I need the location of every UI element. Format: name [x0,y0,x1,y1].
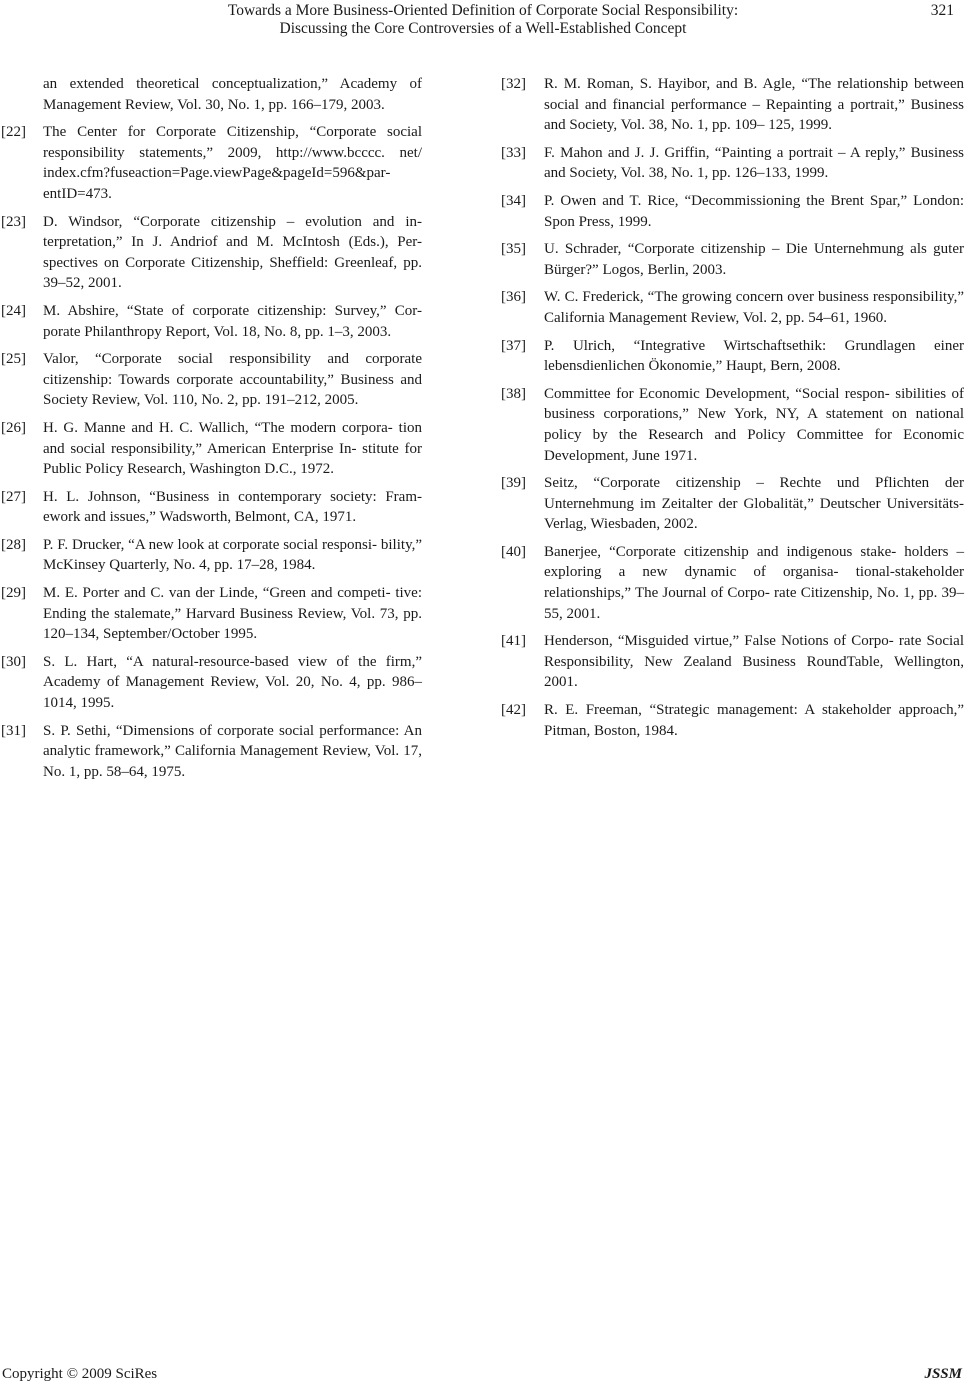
reference-entry [501,700,964,741]
reference-entry [1,212,422,294]
reference-text: Henderson, “Misguided virtue,” False Notions of Corpo- rate Social Responsibility, New Zealand Business RoundTable, Wellington, 2001. [544,633,964,691]
reference-text: M. E. Porter and C. van der Linde, “Green and competi- tive: Ending the stalemate,” Harvard Business Review, Vol. 73, pp. 120–134, September/October 1995. [43,585,422,643]
reference-text: P. Owen and T. Rice, “Decommissioning the Brent Spar,” London: Spon Press, 1999. [544,192,964,230]
reference-text: H. G. Manne and H. C. Wallich, “The modern corpora- tion and social responsibility,” American Enterprise In- stitute for Public Policy Research, Washington D.C., 1972. [43,419,422,478]
reference-number: [36] [501,289,526,306]
reference-number: [26] [1,419,26,436]
reference-entry [501,191,964,232]
copyright-notice: Copyright © 2009 SciRes [2,1366,158,1382]
reference-entry [1,301,422,342]
reference-text: F. Mahon and J. J. Griffin, “Painting a portrait – A reply,” Business and Society, Vol. 38, No. 1, pp. 126–133, 1999. [544,144,964,182]
page-footer [0,1364,966,1384]
reference-text: S. L. Hart, “A natural-resource-based view of the firm,” Academy of Management Review, Vol. 20, No. 4, pp. 986–1014, 1995. [43,653,422,712]
reference-entry [501,336,964,377]
reference-entry [1,652,422,714]
reference-text: M. Abshire, “State of corporate citizenship: Survey,” Cor- porate Philanthropy Report, Vol. 18, No. 8, pp. 1–3, 2003. [43,302,422,340]
reference-number: [31] [1,722,26,739]
reference-text: Seitz, “Corporate citizenship – Rechte und Pflichten der Unternehmung im Zeitalter der Globalität,” Deutscher Universitäts-Verlag, Wiesbaden, 2002. [544,475,964,533]
reference-entry [1,487,422,528]
running-title-line-2: Discussing the Core Controversies of a Well-Established Concept [279,20,687,37]
reference-number: [37] [501,337,526,354]
reference-number: [38] [501,385,526,402]
left-column [1,74,422,789]
reference-text: W. C. Frederick, “The growing concern over business responsibility,” California Management Review, Vol. 2, pp. 54–61, 1960. [544,289,964,326]
reference-number: [29] [1,585,26,602]
reference-number: [33] [501,144,526,161]
reference-text: Banerjee, “Corporate citizenship and indigenous stake- holders – exploring a new dynamic of organisa- tional-stakeholder relationships,” The Journal of Corpo- rate Citizenship, No. 1, pp. 39–55, 2001. [544,543,964,622]
reference-text: R. E. Freeman, “Strategic management: A stakeholder approach,” Pitman, Boston, 1984. [544,702,964,739]
reference-number: [39] [501,475,526,492]
reference-entry [1,535,422,576]
reference-text: The Center for Corporate Citizenship, “Corporate social responsibility statements,” 2009, http://www.bcccc. net/ index.cfm?fuseaction=Page.viewPage&pageId=596&par- entID=473. [43,124,422,202]
right-reference-list [501,74,964,741]
reference-entry [501,631,964,693]
reference-number: [28] [1,536,26,553]
reference-entry [501,473,964,535]
reference-continuation: an extended theoretical conceptualization,” Academy of Management Review, Vol. 30, No. 1, pp. 166–179, 2003. [43,76,422,113]
reference-number: [27] [1,488,26,505]
reference-text: S. P. Sethi, “Dimensions of corporate social performance: An analytic framework,” California Management Review, Vol. 17, No. 1, pp. 58–64, 1975. [43,722,422,780]
reference-entry [1,122,422,204]
right-column [501,74,964,748]
reference-number: [40] [501,543,526,560]
reference-number: [35] [501,241,526,258]
reference-number: [42] [501,702,526,719]
reference-number: [41] [501,633,526,650]
reference-entry [501,143,964,184]
left-reference-list [1,122,422,782]
reference-text: Valor, “Corporate social responsibility and corporate citizenship: Towards corporate accountability,” Business and Society Review, Vol. 110, No. 2, pp. 191–212, 2005. [43,351,422,409]
journal-abbreviation: JSSM [924,1366,962,1382]
reference-text: U. Schrader, “Corporate citizenship – Die Unternehmung als guter Bürger?” Logos, Berlin, 2003. [544,241,964,278]
reference-number: [32] [501,76,526,92]
reference-text: Committee for Economic Development, “Social respon- sibilities of business corporations,” New York, NY, A statement on national policy by the Research and Policy Committee for Economic Development, June 1971. [544,385,964,464]
reference-entry [1,721,422,783]
reference-entry [501,287,964,328]
reference-entry [1,418,422,480]
reference-entry [1,583,422,645]
reference-entry [501,74,964,136]
reference-number: [30] [1,653,26,670]
page-number: 321 [930,2,954,19]
reference-number: [34] [501,192,526,209]
reference-number: [23] [1,213,26,230]
reference-text: P. Ulrich, “Integrative Wirtschaftsethik: Grundlagen einer lebensdienlichen Ökonomie,” Haupt, Bern, 2008. [544,337,964,375]
reference-text: D. Windsor, “Corporate citizenship – evolution and in- terpretation,” In J. Andriof and M. McIntosh (Eds.), Per- spectives on Corporate Citizenship, Sheffield: Greenleaf, pp. 39–52, 2001. [43,213,422,292]
reference-number: [25] [1,351,26,368]
running-header [0,0,966,44]
reference-number: [24] [1,302,26,319]
running-title-line-1: Towards a More Business-Oriented Definition of Corporate Social Responsibility: [227,2,739,19]
reference-text: R. M. Roman, S. Hayibor, and B. Agle, “The relationship between social and financial performance – Repainting a portrait,” Business and Society, Vol. 38, No. 1, pp. 109– 125, 1999. [544,76,964,134]
reference-entry [501,384,964,466]
reference-text: P. F. Drucker, “A new look at corporate social responsi- bility,” McKinsey Quarterly, No. 4, pp. 17–28, 1984. [43,536,422,574]
reference-entry [1,349,422,411]
reference-entry [501,239,964,280]
reference-number: [22] [1,124,26,141]
reference-text: H. L. Johnson, “Business in contemporary society: Fram- ework and issues,” Wadsworth, Belmont, CA, 1971. [43,488,422,526]
reference-entry [501,542,964,624]
